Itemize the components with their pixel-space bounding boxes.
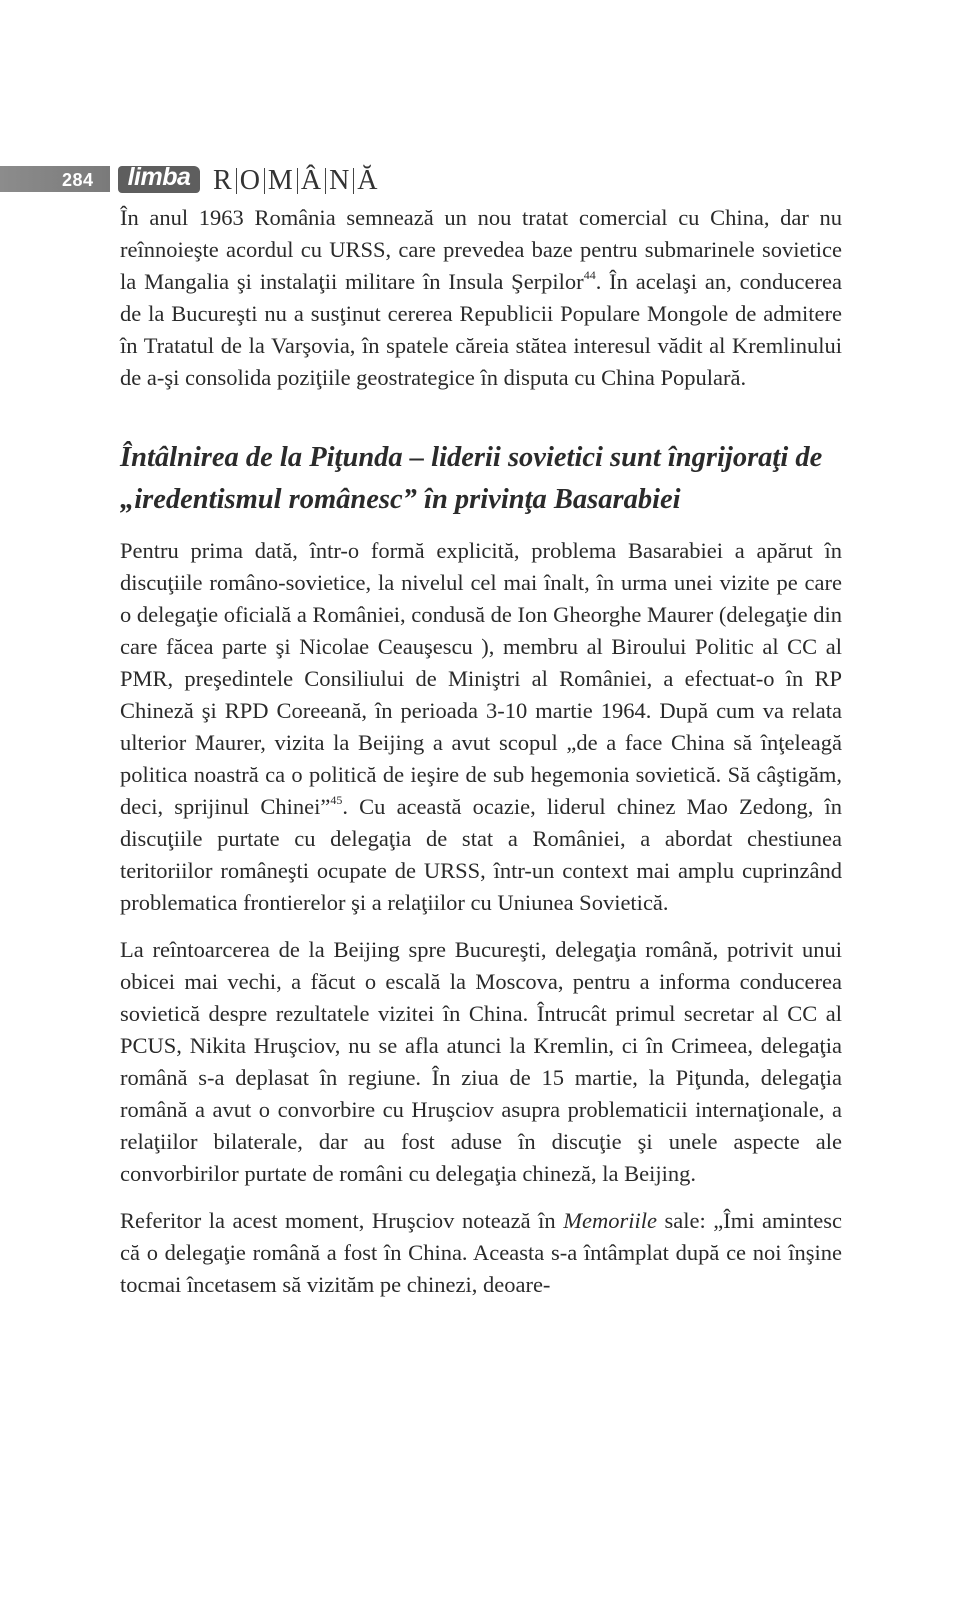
section-heading: Întâlnirea de la Piţunda – liderii sovietici sunt îngrijoraţi de „iredentismul românesc” în privinţa Basarabiei bbox=[120, 442, 823, 515]
series-letter: Â bbox=[298, 168, 326, 194]
footnote-ref-44[interactable]: 44 bbox=[583, 268, 596, 282]
paragraph-text: . În acelaşi an, conducerea de la Bucureşti nu a susţinut cererea Republicii Populare Mongole de admitere în Tratatul de la Varşovia, în spatele căreia stătea interesul vădit al Kremlinului de a-şi consolida poziţiile geostrategice în disputa cu China Populară. bbox=[120, 269, 842, 390]
paragraph-2 bbox=[120, 535, 842, 919]
book-title-memoriile: Memoriile bbox=[563, 1208, 657, 1233]
paragraph-4 bbox=[120, 1205, 842, 1301]
logo-text: limba bbox=[127, 163, 191, 191]
paragraph-text: . Cu această ocazie, liderul chinez Mao Zedong, în discuţiile purtate cu delegaţia de stat a României, a abordat chestiunea teritoriilor româneşti ocupate de URSS, într-un context mai amplu cuprinzând problematica frontierelor şi a relaţiilor cu Uniunea Sovietică. bbox=[120, 794, 842, 915]
running-header bbox=[0, 163, 500, 197]
page-number: 284 bbox=[62, 170, 94, 190]
paragraph-text: Referitor la acest moment, Hruşciov notează în bbox=[120, 1208, 564, 1233]
page-number-band bbox=[0, 166, 110, 192]
series-letter: R bbox=[210, 168, 237, 194]
page-body bbox=[120, 202, 842, 1301]
paragraph-3: La reîntoarcerea de la Beijing spre Bucureşti, delegaţia română, potrivit unui obicei mai vechi, a făcut o escală la Moscova, pentru a informa conducerea sovietică despre rezultatele vizitei în China. Întrucât primul secretar al CC al PCUS, Nikita Hruşciov, nu se afla atunci la Kremlin, ci în Crimeea, delegaţia română s-a deplasat în regiune. În ziua de 15 martie, la Piţunda, delegaţia română a avut o convorbire cu Hruşciov asupra problematicii internaţionale, a relaţiilor bilaterale, dar au fost aduse în discuţie şi unele aspecte ale convorbirilor purtate de români cu delegaţia chineză, la Beijing. bbox=[120, 937, 842, 1186]
series-title-romana bbox=[210, 165, 382, 197]
series-letter: Ă bbox=[357, 165, 379, 196]
limba-logo bbox=[118, 163, 200, 193]
paragraph-text: În anul 1963 România semnează un nou tratat comercial cu China, dar nu reînnoieşte acordul cu URSS, care prevedea baze pentru submarinele sovietice la Mangalia şi instalaţii militare în Insula Şerpilor bbox=[120, 205, 842, 294]
footnote-ref-45[interactable]: 45 bbox=[330, 793, 343, 807]
paragraph-text: Pentru prima dată, într-o formă explicită, problema Basarabiei a apărut în discuţiile româno-sovietice, la nivelul cel mai înalt, în urma unei vizite pe care o delegaţie oficială a României, condusă de Ion Gheorghe Maurer (delegaţie din care făcea parte şi Nicolae Ceauşescu ), membru al Biroului Politic al CC al PMR, preşedintele Consiliului de Miniştri al României, a efectuat-o în RP Chineză şi RPD Coreeană, în perioada 3-10 martie 1964. După cum va relata ulterior Maurer, vizita la Beijing a avut scopul „de a face China să înţeleagă politica noastră ca o politică de ieşire de sub hegemonia sovietică. Să câştigăm, deci, sprijinul Chinei” bbox=[120, 538, 842, 819]
paragraph-text: sale: „Îmi amintesc că o delegaţie română a fost în China. Aceasta s-a întâmplat după ce noi înşine tocmai încetasem să vizităm pe chinezi, deoare- bbox=[120, 1208, 842, 1297]
paragraph-1 bbox=[120, 202, 842, 394]
series-letter: M bbox=[265, 168, 298, 194]
series-letter: N bbox=[326, 168, 354, 194]
series-letter: O bbox=[237, 168, 265, 194]
